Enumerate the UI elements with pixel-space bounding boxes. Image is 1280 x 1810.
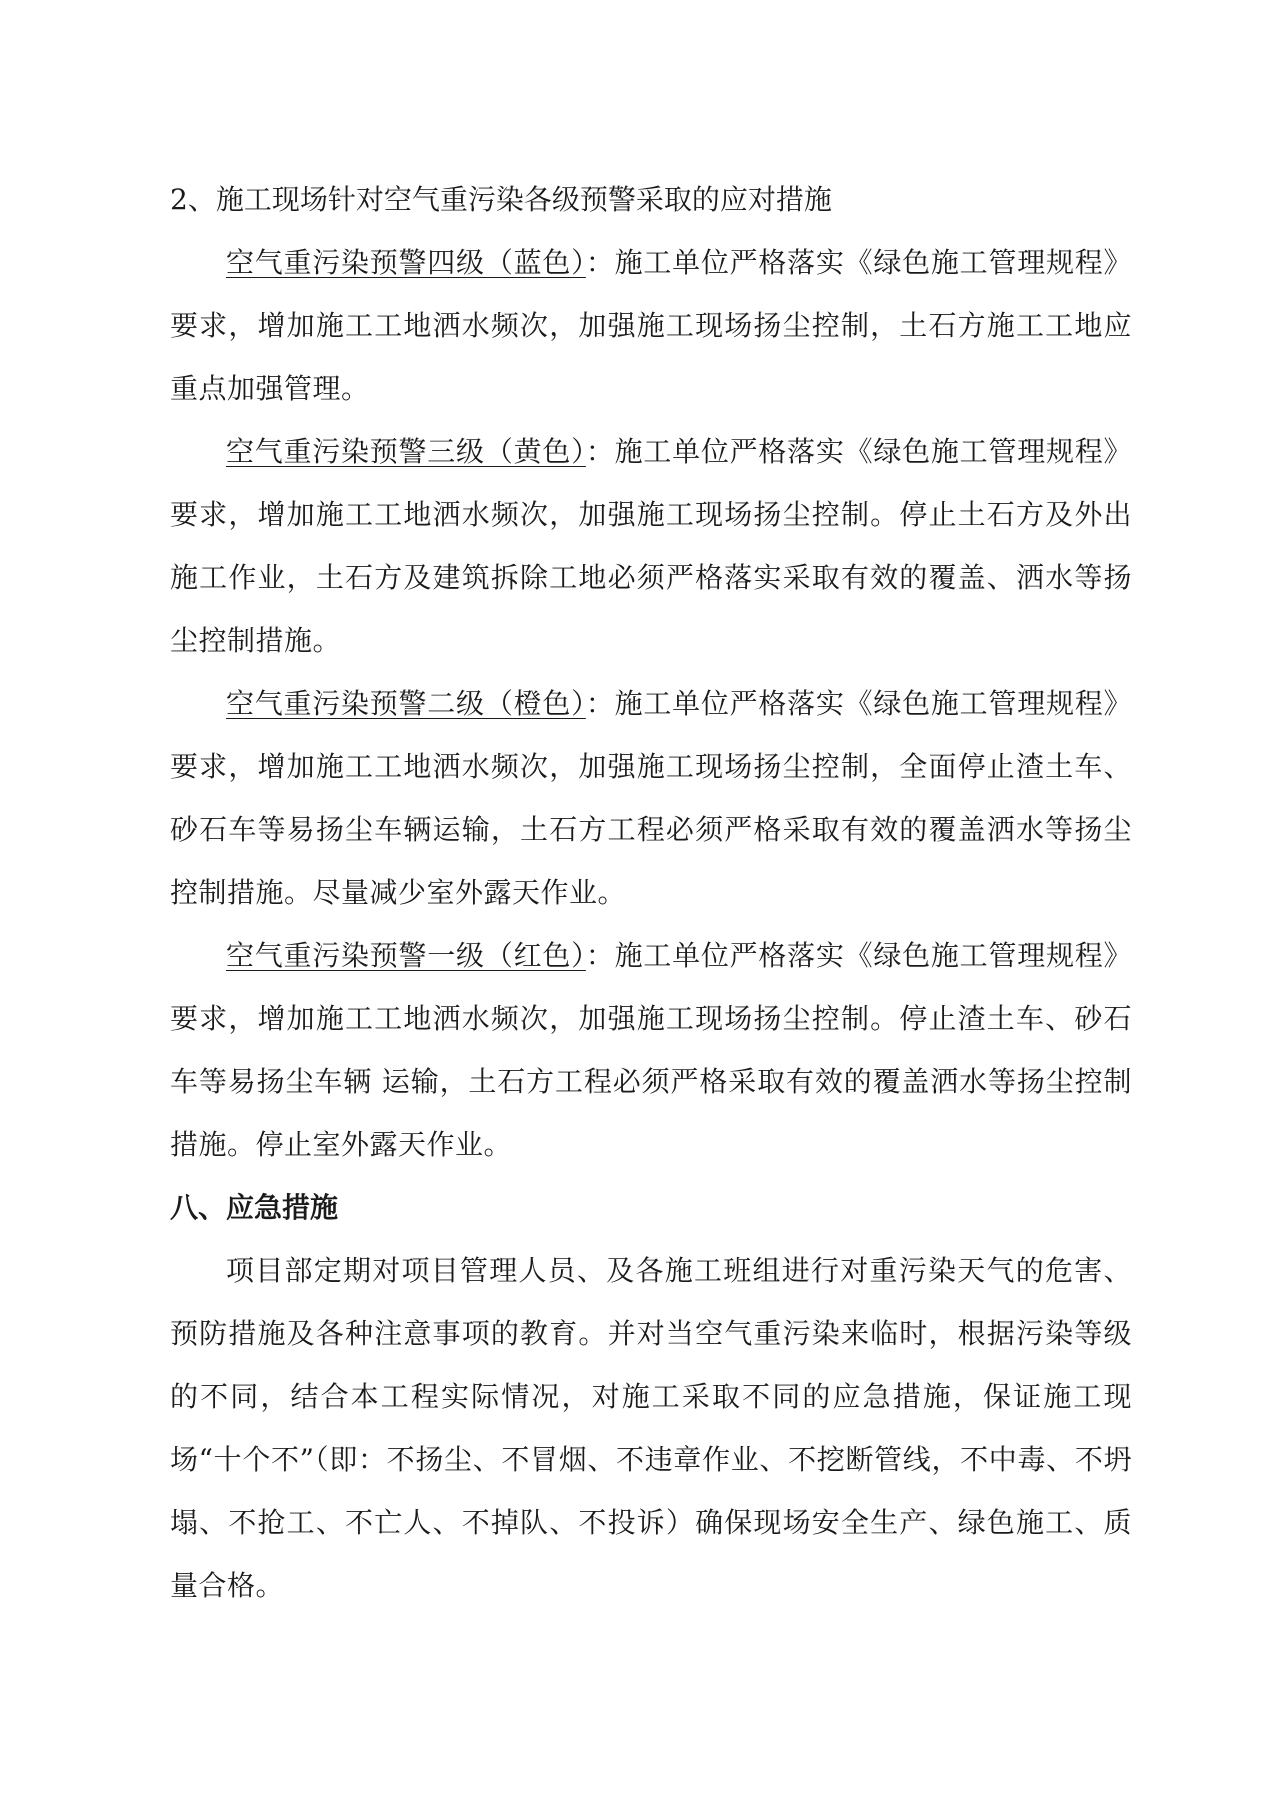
warning-level-4-text: ：施工单位严格落实《绿色施工管理规程》要求，增加施工工地洒水频次，加强施工现场扬尘控制，土石方施工工地应重点加强管理。 [170, 246, 1132, 405]
warning-level-2-paragraph [170, 672, 1132, 924]
warning-level-3-paragraph [170, 420, 1132, 672]
warning-level-1-paragraph [170, 924, 1132, 1176]
warning-level-1-text: ：施工单位严格落实《绿色施工管理规程》要求，增加施工工地洒水频次，加强施工现场扬尘控制。停止渣土车、砂石车等易扬尘车辆 运输，土石方工程必须严格采取有效的覆盖洒水等扬尘控制措施。停止室外露天作业。 [170, 939, 1132, 1161]
section-8-title: 八、应急措施 [170, 1191, 339, 1224]
document-body [170, 168, 1132, 1617]
warning-level-4-label: 空气重污染预警四级（蓝色） [226, 246, 586, 279]
warning-level-2-label: 空气重污染预警二级（橙色） [226, 687, 586, 720]
section-2-title: 2、施工现场针对空气重污染各级预警采取的应对措施 [170, 183, 832, 216]
warning-level-2-text: ：施工单位严格落实《绿色施工管理规程》要求，增加施工工地洒水频次，加强施工现场扬尘控制，全面停止渣土车、砂石车等易扬尘车辆运输，土石方工程必须严格采取有效的覆盖洒水等扬尘控制措施。尽量减少室外露天作业。 [170, 687, 1132, 909]
warning-level-3-text: ：施工单位严格落实《绿色施工管理规程》要求，增加施工工地洒水频次，加强施工现场扬尘控制。停止土石方及外出施工作业，土石方及建筑拆除工地必须严格落实采取有效的覆盖、洒水等扬尘控制措施。 [170, 435, 1132, 657]
warning-level-1-label: 空气重污染预警一级（红色） [226, 939, 586, 972]
warning-level-3-label: 空气重污染预警三级（黄色） [226, 435, 586, 468]
warning-level-4-paragraph [170, 231, 1132, 420]
section-8-body: 项目部定期对项目管理人员、及各施工班组进行对重污染天气的危害、预防措施及各种注意事项的教育。并对当空气重污染来临时，根据污染等级的不同，结合本工程实际情况，对施工采取不同的应急措施，保证施工现场“十个不”（即：不扬尘、不冒烟、不违章作业、不挖断管线，不中毒、不坍塌、不抢工、不亡人、不掉队、不投诉）确保现场安全生产、绿色施工、质量合格。 [170, 1254, 1132, 1602]
